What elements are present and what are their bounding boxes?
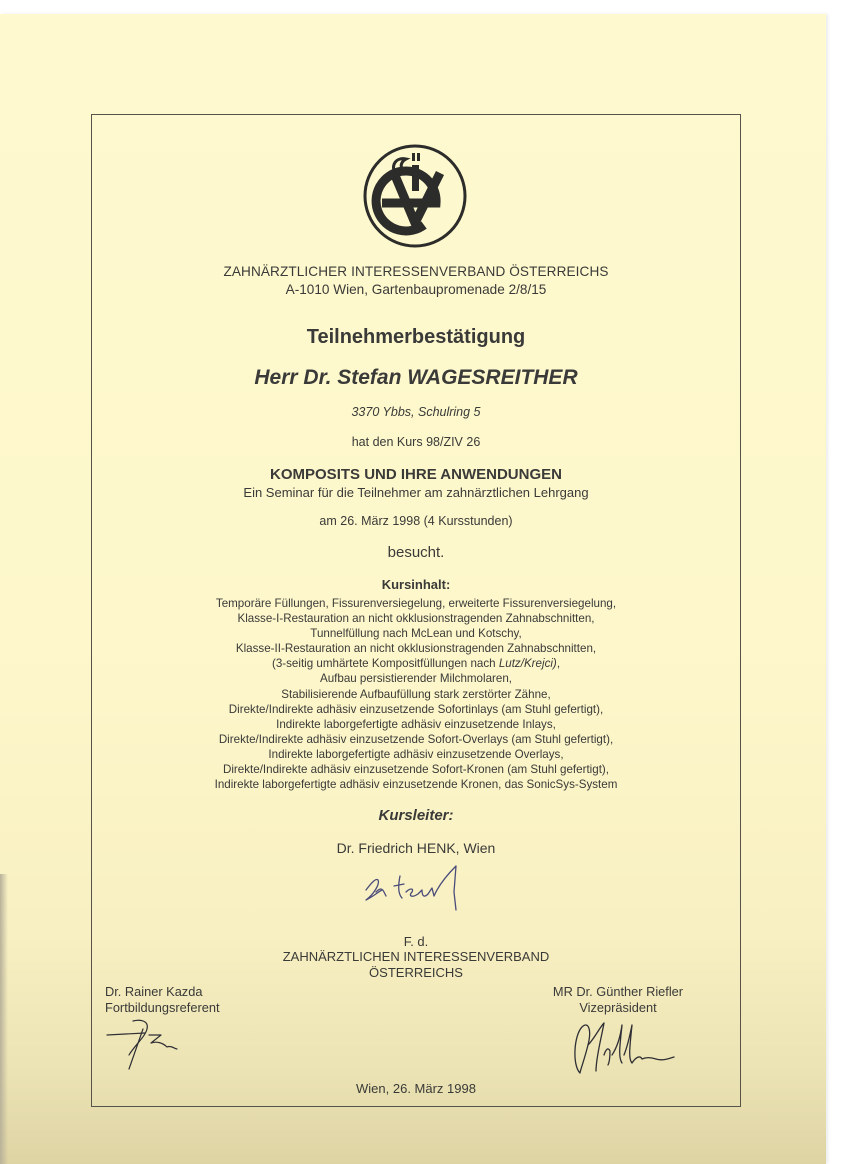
signatory-right-name: MR Dr. Günther Riefler (552, 984, 684, 999)
attended-text: besucht. (387, 544, 445, 561)
content-item: Direkte/Indirekte adhäsiv einzusetzende Sofortinlays (am Stuhl gefertigt), (228, 702, 604, 716)
course-title: KOMPOSITS UND IHRE ANWENDUNGEN (270, 466, 562, 483)
signatory-left (105, 984, 220, 1016)
signature-henk-icon (360, 862, 485, 922)
signature-riefler-icon (570, 1015, 685, 1080)
content-item: Klasse-I-Restauration an nicht okklusionstragenden Zahnabschnitten, (237, 612, 595, 626)
signatory-left-role: Fortbildungsreferent (105, 1000, 220, 1015)
issuer-org-line2: ÖSTERREICHS (369, 965, 463, 980)
issuer-fd: F. d. (403, 934, 429, 949)
signatory-right (538, 984, 698, 1016)
course-number: hat den Kurs 98/ZIV 26 (351, 435, 481, 449)
course-content-heading: Kursinhalt: (381, 577, 451, 592)
course-leader-name: Dr. Friedrich HENK, Wien (336, 840, 496, 856)
composite-note-prefix: (3-seitig umhärtete Kompositfüllungen nach (271, 657, 499, 671)
course-content-list (91, 596, 741, 792)
signatory-right-role: Vizepräsident (579, 1000, 657, 1015)
content-item: Tunnelfüllung nach McLean und Kotschy, (310, 627, 522, 641)
content-item: Indirekte laborgefertigte adhäsiv einzusetzende Inlays, (276, 717, 556, 731)
content-item: Klasse-II-Restauration an nicht okklusionstragenden Zahnabschnitten, (235, 642, 597, 656)
organization-address: A-1010 Wien, Gartenbaupromenade 2/8/15 (285, 282, 547, 297)
issuer-org-line1: ZAHNÄRZTLICHEN INTERESSENVERBAND (282, 949, 550, 964)
place-and-date: Wien, 26. März 1998 (356, 1081, 476, 1096)
content-item: Direkte/Indirekte adhäsiv einzusetzende Sofort-Overlays (am Stuhl gefertigt), (218, 732, 614, 746)
ziv-logo-icon (362, 143, 468, 249)
content-item: Indirekte laborgefertigte adhäsiv einzusetzende Overlays, (268, 747, 564, 761)
course-date: am 26. März 1998 (4 Kursstunden) (319, 514, 513, 528)
composite-note-authors: Lutz/Krejci) (498, 657, 557, 671)
content-item: Aufbau persistierender Milchmolaren, (319, 672, 513, 686)
content-item-composite-note (91, 656, 741, 671)
content-item: Temporäre Füllungen, Fissurenversiegelung, erweiterte Fissurenversiegelung, (215, 597, 617, 610)
course-subtitle: Ein Seminar für die Teilnehmer am zahnärztlichen Lehrgang (243, 485, 589, 500)
composite-note-suffix: , (556, 657, 561, 671)
participant-address: 3370 Ybbs, Schulring 5 (351, 405, 481, 419)
participant-name: Herr Dr. Stefan WAGESREITHER (254, 366, 578, 389)
course-leader-heading: Kursleiter: (378, 807, 454, 824)
signature-kazda-icon (105, 1015, 205, 1075)
organization-name: ZAHNÄRZTLICHER INTERESSENVERBAND ÖSTERREICHS (223, 264, 609, 279)
content-item: Indirekte laborgefertigte adhäsiv einzusetzende Kronen, das SonicSys-System (214, 778, 618, 792)
content-item: Direkte/Indirekte adhäsiv einzusetzende Sofort-Kronen (am Stuhl gefertigt), (222, 763, 609, 777)
document-title: Teilnehmerbestätigung (306, 326, 526, 348)
signatory-left-name: Dr. Rainer Kazda (105, 984, 203, 999)
content-item: Stabilisierende Aufbaufüllung stark zerstörter Zähne, (281, 687, 551, 701)
paper-shadow (0, 874, 8, 1164)
